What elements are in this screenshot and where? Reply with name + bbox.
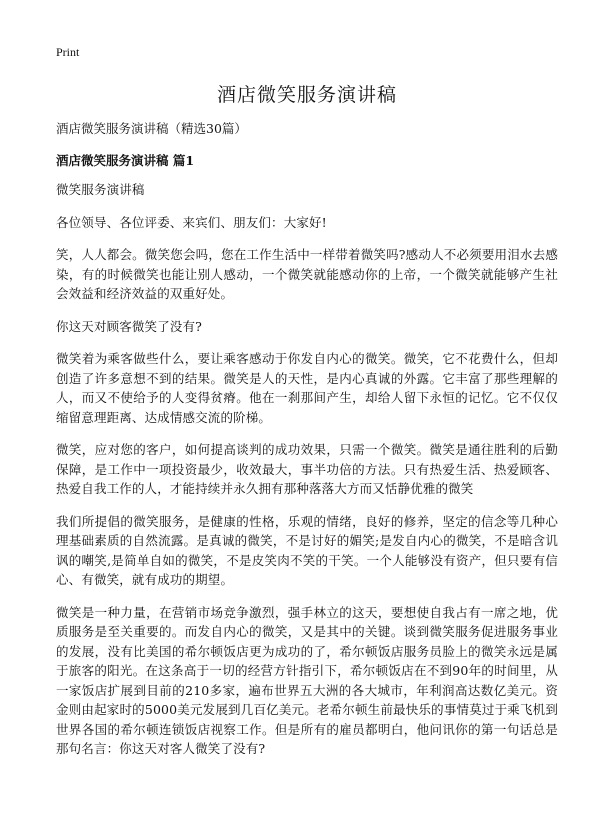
document-subtitle: 酒店微笑服务演讲稿（精选30篇）	[56, 121, 247, 136]
paragraph-speech-title: 微笑服务演讲稿	[56, 182, 145, 197]
paragraph-body: 我们所提倡的微笑服务，是健康的性格，乐观的情绪，良好的修养，坚定的信念等几种心理基础素质的自然流露。是真诚的微笑，不是讨好的媚笑;是发自内心的微笑，不是暗含讥讽的嘲笑,是简单自如的微笑，不是皮笑肉不笑的干笑。一个人能够没有资产，但只要有信心、有微笑，就有成功的期望。	[56, 513, 558, 587]
paragraph-body: 笑，人人都会。微笑您会吗，您在工作生活中一样带着微笑吗?感动人不必须要用泪水去感染，有的时候微笑也能让别人感动，一个微笑就能感动你的上帝，一个微笑就能够产生社会效益和经济效益的双重好处。	[56, 247, 558, 301]
section-heading: 酒店微笑服务演讲稿 篇1	[56, 153, 195, 168]
paragraph-body: 微笑着为乘客做些什么，要让乘客感动于你发自内心的微笑。微笑，它不花费什么，但却创造了许多意想不到的结果。微笑是人的天性，是内心真诚的外露。它丰富了那些理解的人，而又不使给予的人变得贫瘠。他在一刹那间产生，却给人留下永恒的记忆。它不仅仅缩留意理距离、达成情感交流的阶梯。	[56, 351, 558, 425]
paragraph-body: 微笑，应对您的客户，如何提高谈判的成功效果，只需一个微笑。微笑是通往胜利的后勤保障，是工作中一项投资最少，收效最大，事半功倍的方法。只有热爱生活、热爱顾客、热爱自我工作的人，才能持续并永久拥有那种落落大方而又恬静优雅的微笑	[56, 442, 558, 496]
paragraph-question: 你这天对顾客微笑了没有?	[56, 318, 203, 334]
page-title: 酒店微笑服务演讲稿	[216, 84, 397, 106]
paragraph-greeting: 各位领导、各位评委、来宾们、朋友们：大家好!	[56, 214, 327, 230]
paragraph-body: 微笑是一种力量，在营销市场竞争激烈，强手林立的这天，要想使自我占有一席之地，优质服务是至关重要的。而发自内心的微笑，又是其中的关键。谈到微笑服务促进服务事业的发展，没有比美国的希尔顿饭店更为成功的了，希尔顿饭店服务员脸上的微笑永远是属于旅客的阳光。在这条高于一切的经营方针指引下，希尔顿饭店在不到90年的时间里，从一家饭店扩展到目前的210多家，遍布世界五大洲的各大城市，年利润高达数亿美元。资金则由起家时的5000美元发展到几百亿美元。老希尔顿生前最快乐的事情莫过于乘飞机到世界各国的希尔顿连锁饭店视察工作。但是所有的雇员都明白，他问讯你的第一句话总是那句名言：你这天对客人微笑了没有?	[56, 604, 558, 756]
print-label: Print	[56, 45, 80, 59]
